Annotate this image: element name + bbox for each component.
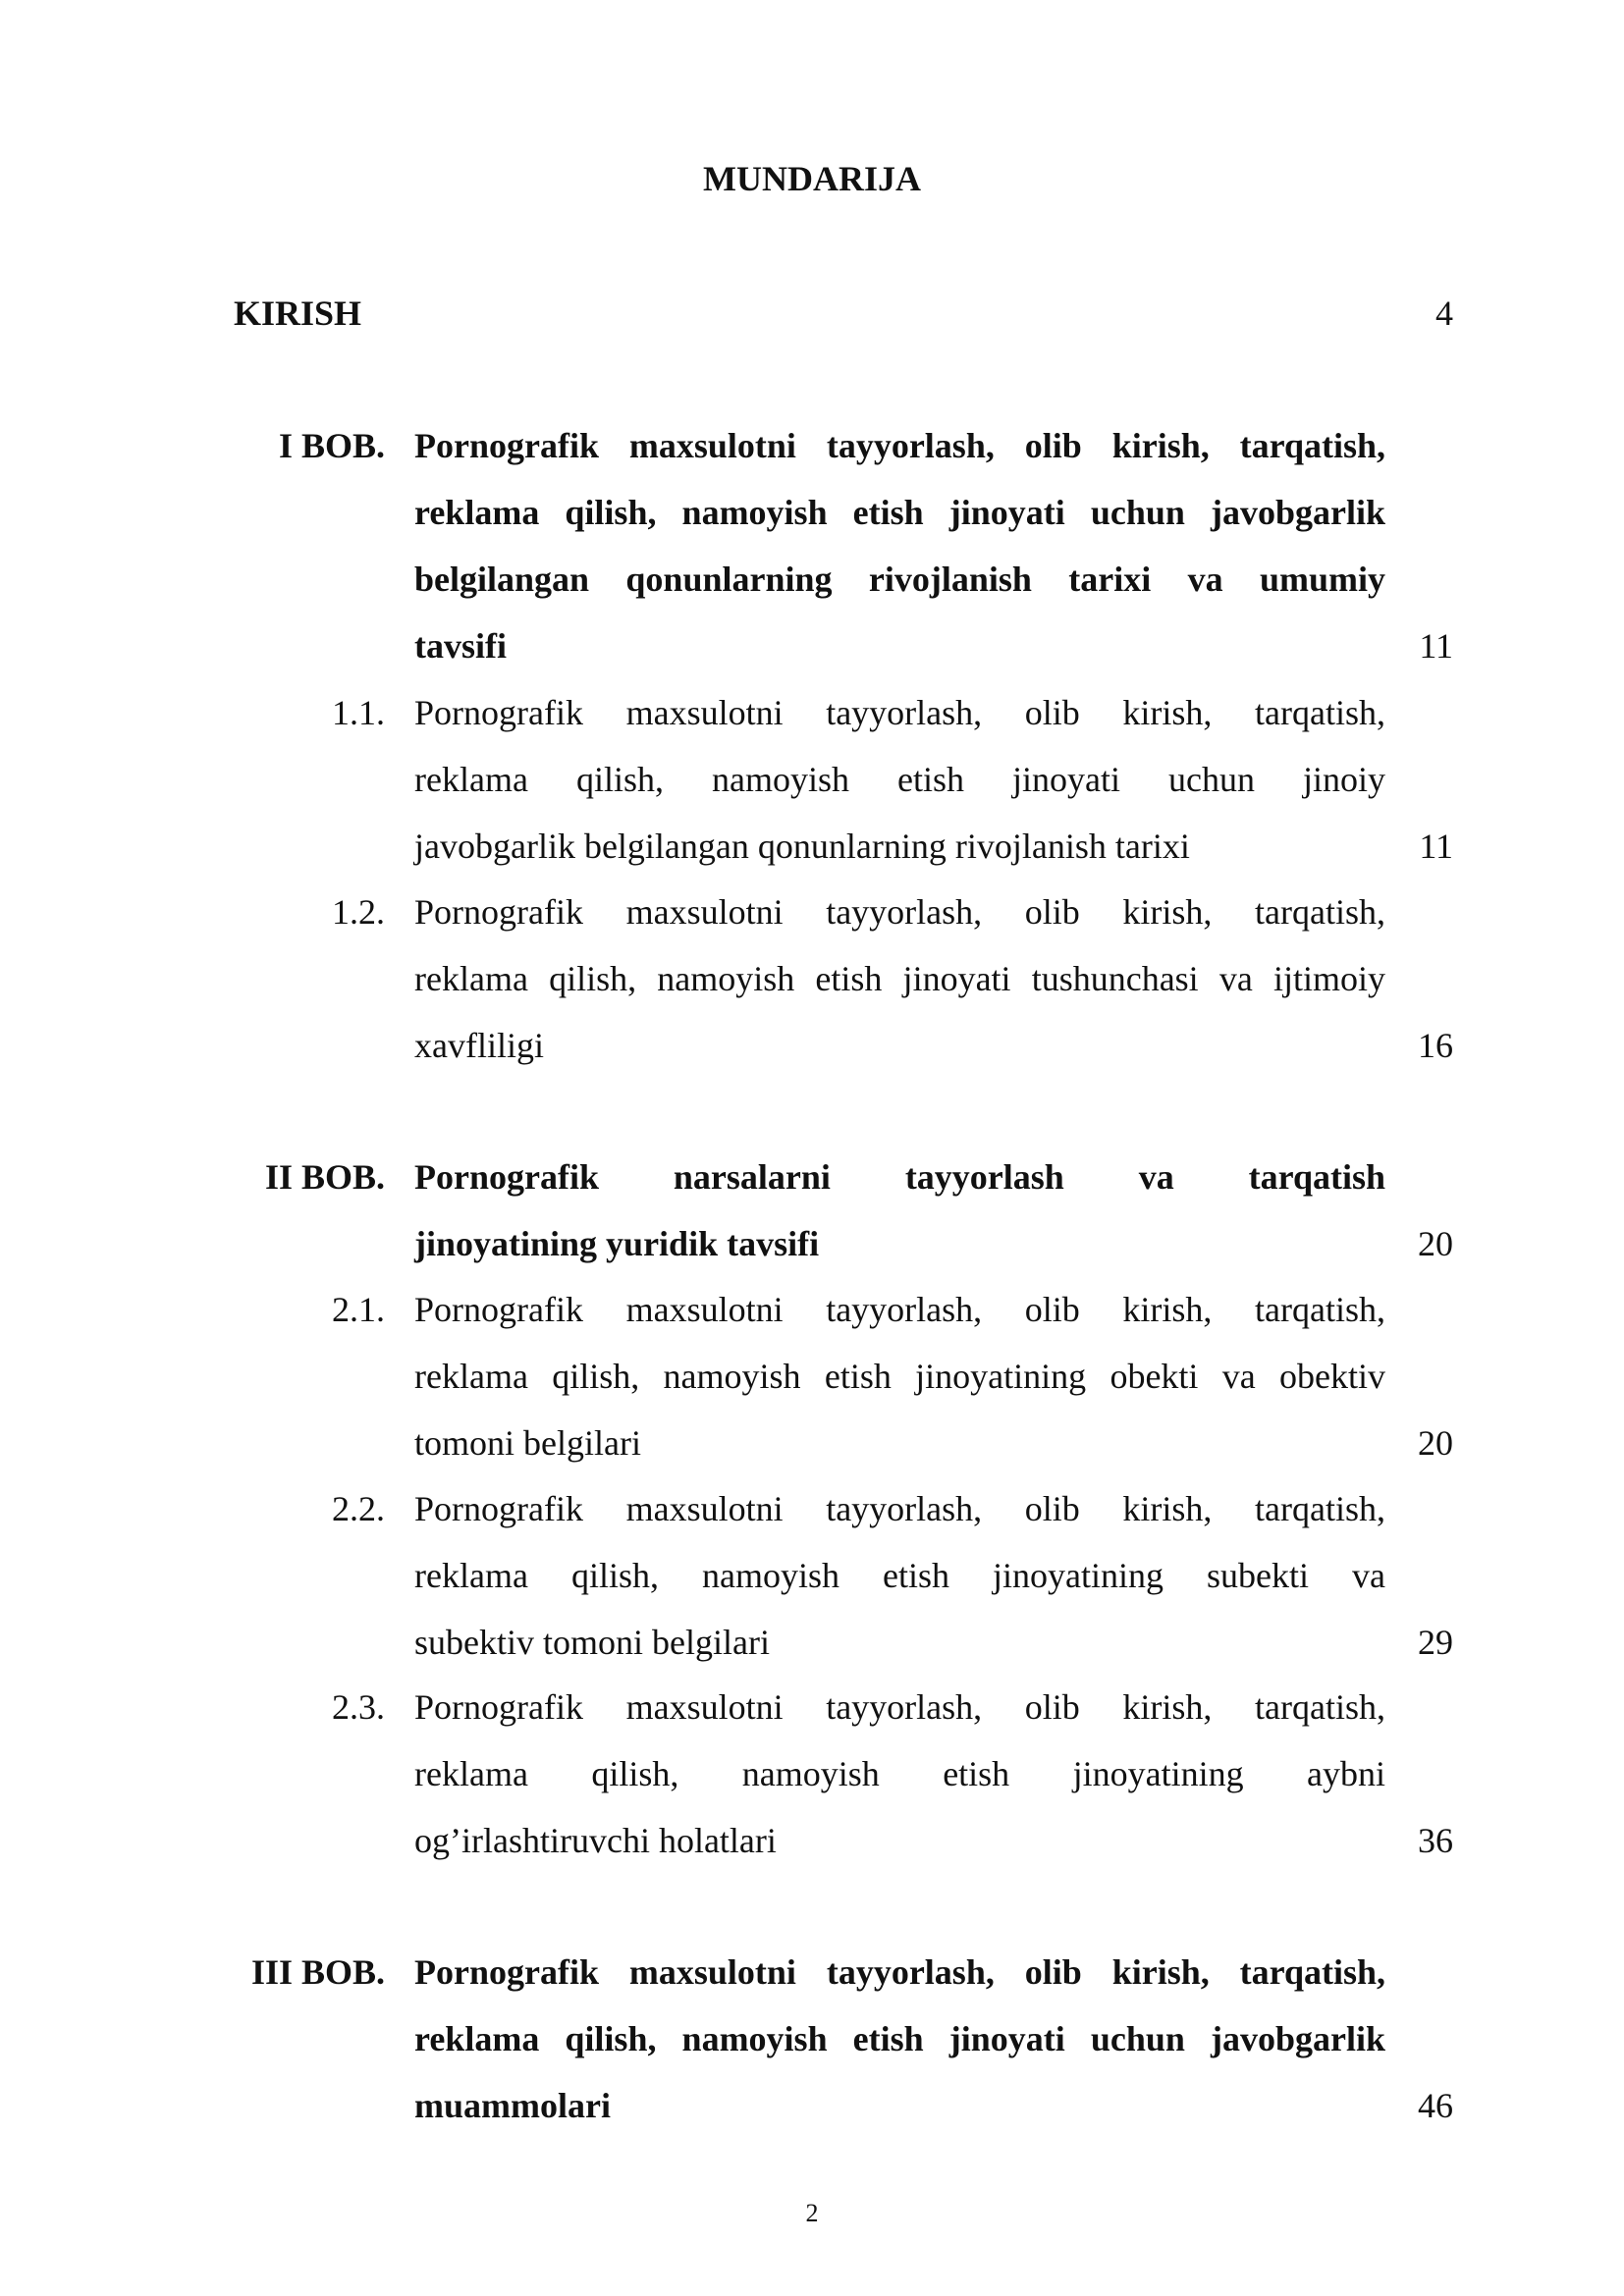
toc-section-label: 2.1. [332, 1290, 385, 1329]
toc-page-number: 11 [1419, 626, 1453, 666]
toc-chapter-title [414, 412, 1385, 679]
toc-page-number: 29 [1418, 1623, 1453, 1662]
toc-title-line: Pornografik maxsulotni tayyorlash, olib kirish, tarqatish, [414, 426, 1385, 465]
toc-section-title [414, 879, 1385, 1079]
toc-title-line: reklama qilish, namoyish etish jinoyatining aybni [414, 1754, 1385, 1793]
toc-chapter-title [414, 1144, 1385, 1277]
toc-title-line: Pornografik maxsulotni tayyorlash, olib kirish, tarqatish, [414, 892, 1385, 932]
toc-chapter-label: II BOB. [264, 1157, 385, 1197]
toc-title-line: muammolari [414, 2086, 611, 2125]
toc-title-line: Pornografik maxsulotni tayyorlash, olib kirish, tarqatish, [414, 693, 1385, 732]
toc-section-label: 2.3. [332, 1687, 385, 1727]
toc-title-line: Pornografik maxsulotni tayyorlash, olib kirish, tarqatish, [414, 1489, 1385, 1528]
toc-title-line: reklama qilish, namoyish etish jinoyati uchun javobgarlik [414, 493, 1385, 532]
toc-title-line: javobgarlik belgilangan qonunlarning rivojlanish tarixi [414, 827, 1190, 866]
toc-page-number: 20 [1418, 1423, 1453, 1463]
toc-title-line: reklama qilish, namoyish etish jinoyati uchun javobgarlik [414, 2019, 1385, 2058]
toc-title-line: Pornografik maxsulotni tayyorlash, olib kirish, tarqatish, [414, 1952, 1385, 1992]
toc-page-number: 46 [1418, 2086, 1453, 2125]
toc-title-line: Pornografik maxsulotni tayyorlash, olib kirish, tarqatish, [414, 1687, 1385, 1727]
footer-page-number: 2 [805, 2199, 819, 2227]
toc-title-line: reklama qilish, namoyish etish jinoyatining subekti va [414, 1556, 1385, 1595]
toc-title-line: og’irlashtiruvchi holatlari [414, 1821, 777, 1860]
toc-page-number: 20 [1418, 1224, 1453, 1263]
toc-section-title [414, 1674, 1385, 1874]
toc-title-line: Pornografik narsalarni tayyorlash va tarqatish [414, 1157, 1385, 1197]
toc-title-line: xavfliligi [414, 1026, 544, 1065]
toc-title-line: subektiv tomoni belgilari [414, 1623, 770, 1662]
toc-title-line: tavsifi [414, 626, 507, 666]
toc-title-line: reklama qilish, namoyish etish jinoyati tushunchasi va ijtimoiy [414, 959, 1385, 998]
toc-page-number: 36 [1418, 1821, 1453, 1860]
toc-section-label: 1.1. [332, 693, 385, 732]
toc-page-number: 4 [1435, 294, 1453, 333]
toc-page-number: 16 [1418, 1026, 1453, 1065]
toc-section-label: 2.2. [332, 1489, 385, 1528]
toc-section-title [414, 1475, 1385, 1676]
toc-chapter-label: III BOB. [250, 1952, 385, 1992]
toc-entry-label: KIRISH [234, 294, 362, 333]
toc-section-title [414, 679, 1385, 880]
toc-chapter-title [414, 1939, 1385, 2139]
toc-section-label: 1.2. [332, 892, 385, 932]
toc-section-title [414, 1276, 1385, 1476]
page-title: MUNDARIJA [703, 159, 921, 198]
toc-title-line: Pornografik maxsulotni tayyorlash, olib kirish, tarqatish, [414, 1290, 1385, 1329]
toc-title-line: jinoyatining yuridik tavsifi [414, 1224, 820, 1263]
toc-title-line: reklama qilish, namoyish etish jinoyatining obekti va obektiv [414, 1357, 1385, 1396]
toc-page-number: 11 [1419, 827, 1453, 866]
toc-title-line: reklama qilish, namoyish etish jinoyati uchun jinoiy [414, 760, 1385, 799]
toc-title-line: tomoni belgilari [414, 1423, 641, 1463]
toc-title-line: belgilangan qonunlarning rivojlanish tarixi va umumiy [414, 560, 1385, 599]
toc-chapter-label: I BOB. [278, 426, 385, 465]
